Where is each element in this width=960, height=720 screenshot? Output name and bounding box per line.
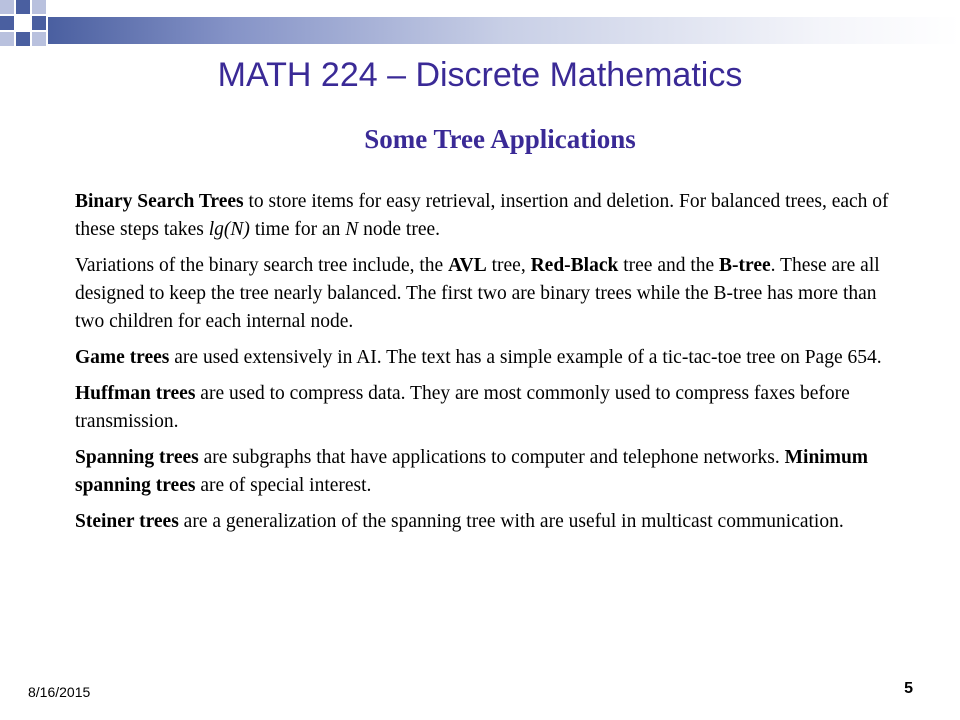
- paragraph-text: are used extensively in AI. The text has a simple example of a tic-tac-toe tree on Page 654.: [169, 347, 882, 368]
- paragraph-text: are used to compress data. They are most commonly used to compress faxes before transmission.: [75, 383, 850, 432]
- bold-term: Minimum spanning trees: [75, 447, 869, 496]
- bold-term: Red-Black: [530, 255, 619, 276]
- decor-square: [0, 16, 14, 30]
- decor-square: [0, 32, 14, 46]
- body-paragraph: [75, 508, 895, 536]
- slide-title: MATH 224 – Discrete Mathematics: [217, 56, 743, 94]
- body-paragraph: [75, 188, 895, 244]
- decor-square: [32, 32, 46, 46]
- paragraph-text: are subgraphs that have applications to computer and telephone networks.: [198, 447, 785, 468]
- paragraph-text: Variations of the binary search tree include, the: [75, 255, 449, 276]
- bold-term: AVL: [448, 255, 487, 276]
- decor-square: [16, 16, 30, 30]
- decor-square: [16, 0, 30, 14]
- italic-text: lg(N): [208, 219, 250, 240]
- bold-term: Game trees: [75, 347, 170, 368]
- paragraph-text: are a generalization of the spanning tree with are useful in multicast communication.: [178, 511, 844, 532]
- body-paragraph: [75, 344, 895, 372]
- italic-text: N: [345, 219, 359, 240]
- paragraph-text: are of special interest.: [195, 475, 372, 496]
- body-paragraph: [75, 380, 895, 436]
- bold-term: Huffman trees: [75, 383, 196, 404]
- paragraph-text: node tree.: [358, 219, 441, 240]
- bold-term: B-tree: [719, 255, 771, 276]
- page-number: 5: [904, 680, 913, 697]
- body-paragraph: [75, 444, 895, 500]
- paragraph-text: time for an: [249, 219, 346, 240]
- paragraph-text: to store items for easy retrieval, insertion and deletion. For balanced trees, each of these steps takes: [75, 191, 889, 240]
- bold-term: Binary Search Trees: [75, 191, 244, 212]
- paragraph-text: tree,: [486, 255, 531, 276]
- footer-date: 8/16/2015: [28, 684, 91, 700]
- paragraph-text: tree and the: [618, 255, 720, 276]
- body-paragraph: [75, 252, 895, 336]
- decor-square: [16, 32, 30, 46]
- decor-square: [32, 0, 46, 14]
- slide-header-decoration: [0, 0, 960, 60]
- bold-term: Spanning trees: [75, 447, 199, 468]
- bold-term: Steiner trees: [75, 511, 179, 532]
- decor-square: [32, 16, 46, 30]
- decor-square: [0, 0, 14, 14]
- slide-subtitle: Some Tree Applications: [364, 124, 636, 154]
- paragraph-text: . These are all designed to keep the tree nearly balanced. The first two are binary trees while the B-tree has more than two children for each internal node.: [75, 255, 880, 332]
- slide-body: [75, 188, 895, 544]
- header-gradient-bar: [48, 17, 960, 44]
